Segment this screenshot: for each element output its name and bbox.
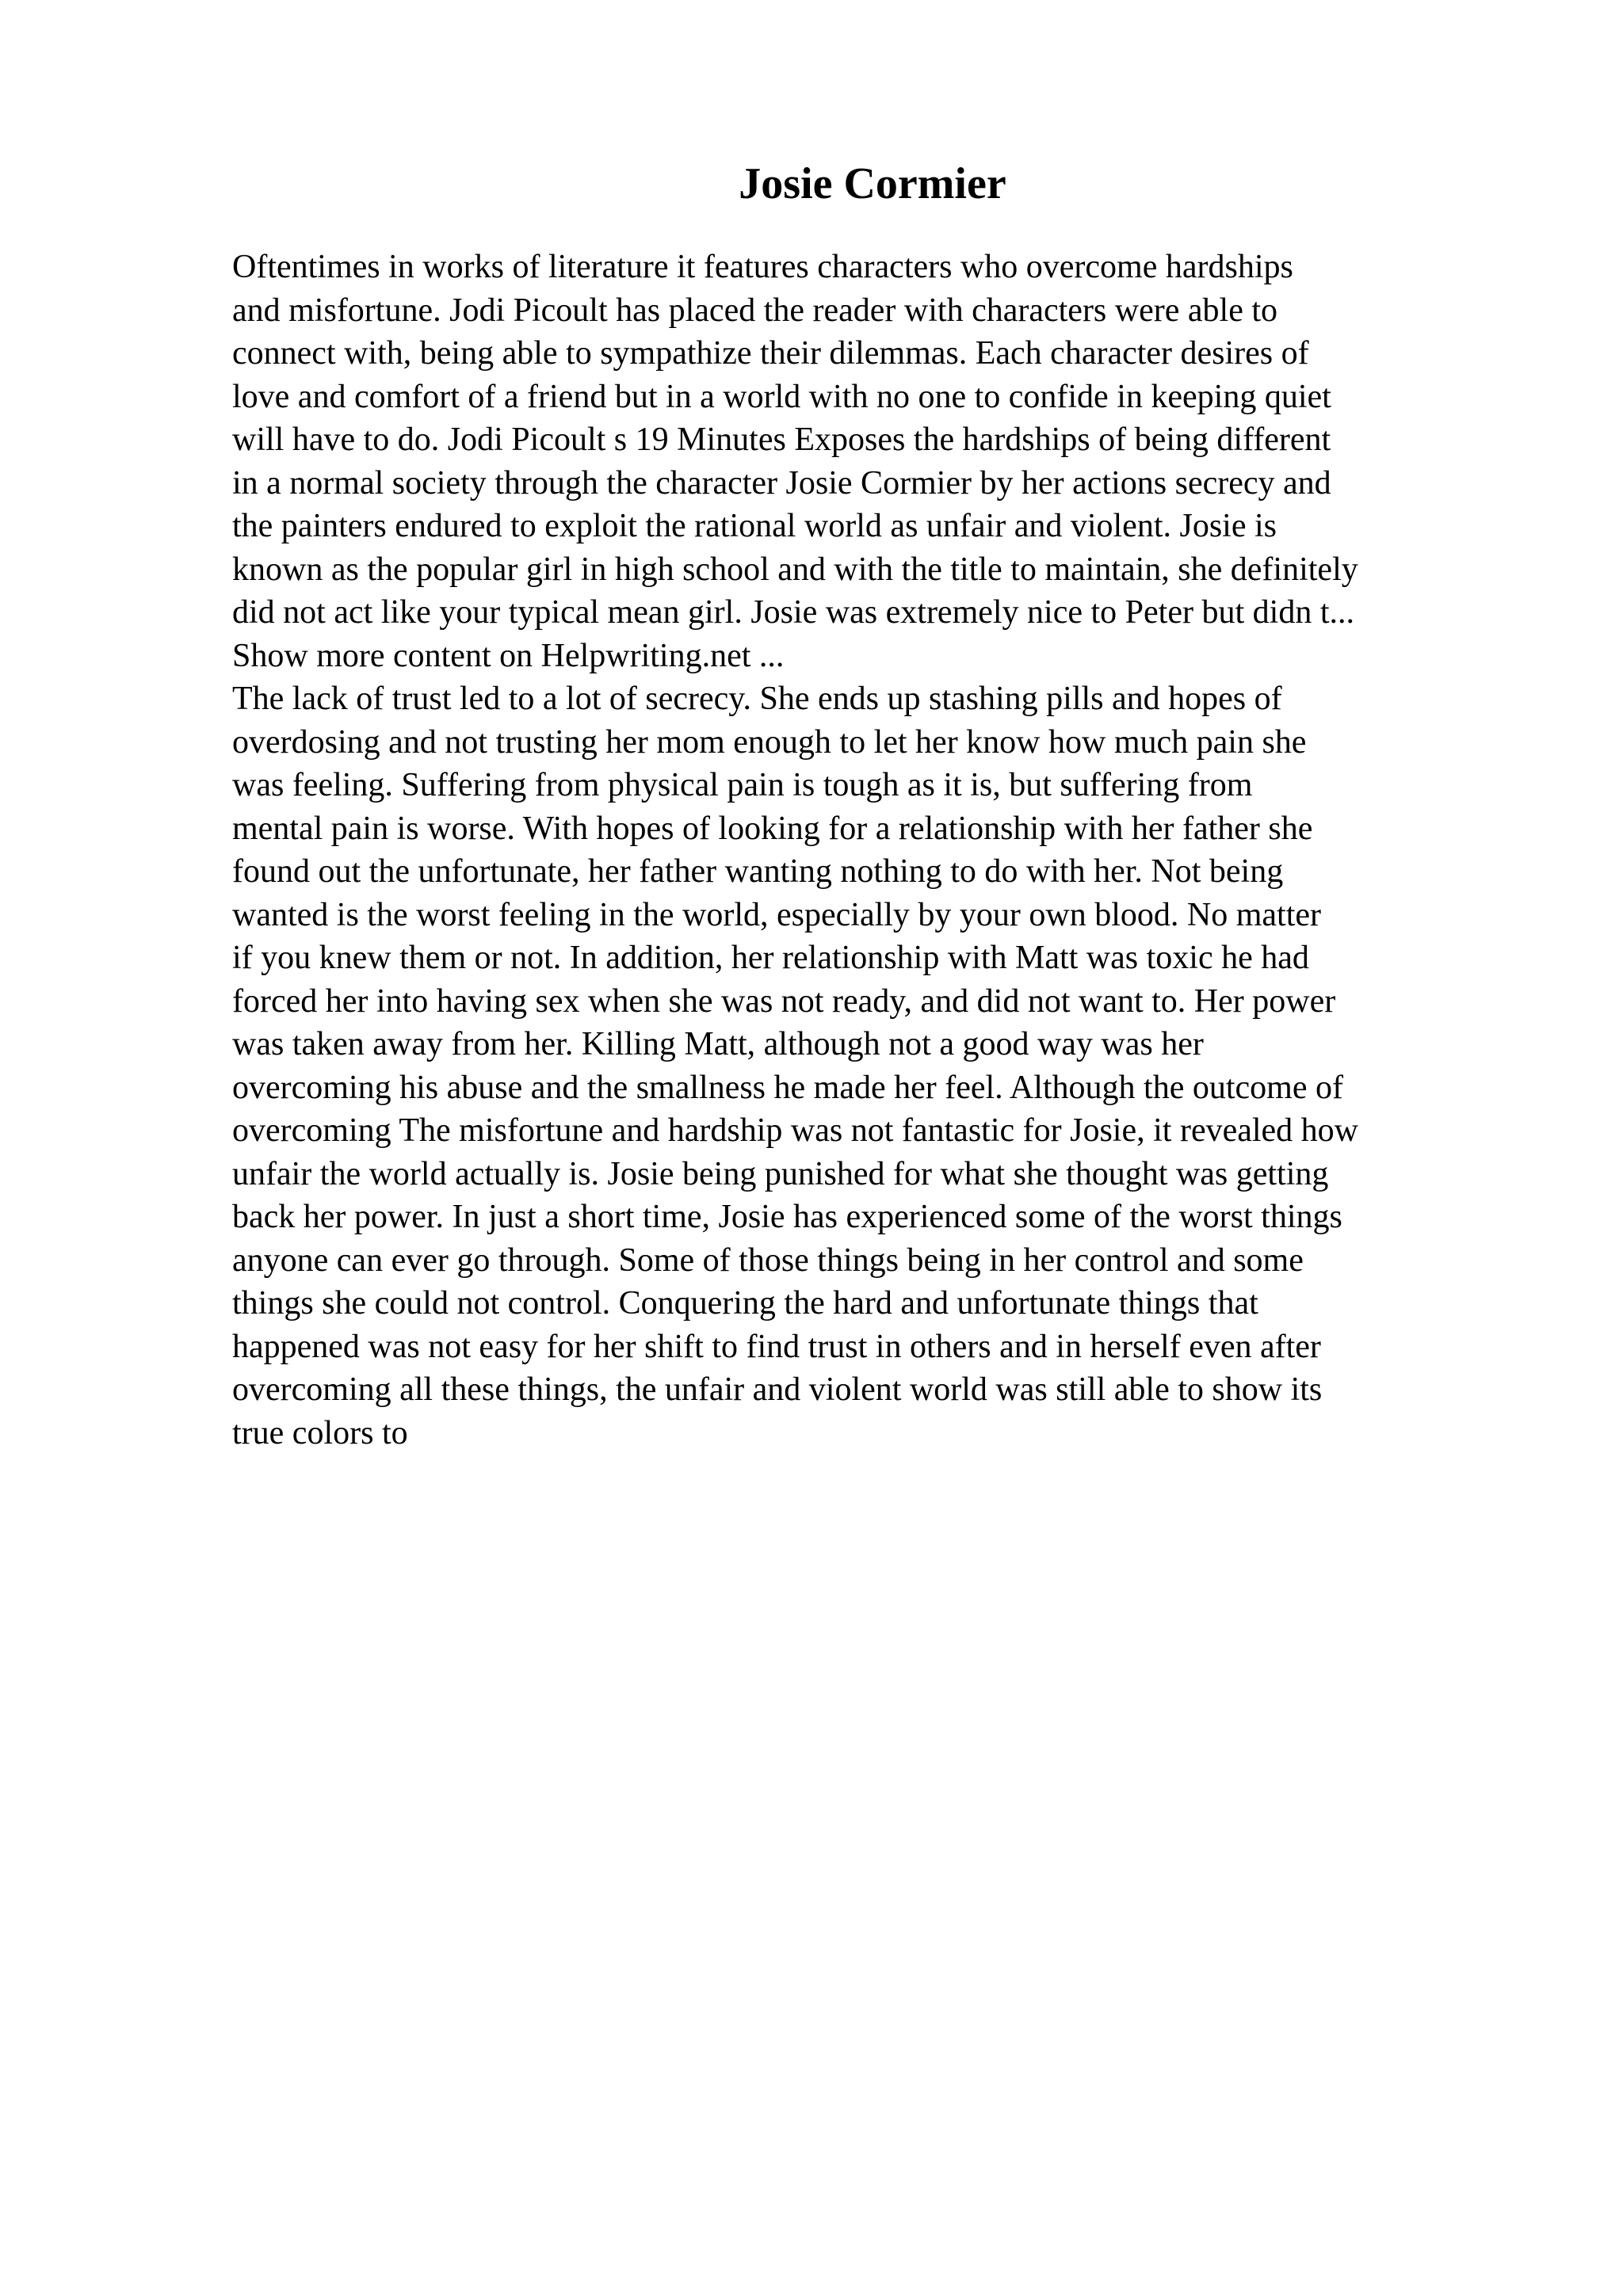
- text-line: back her power. In just a short time, Josie has experienced some of the worst things: [232, 1199, 1342, 1235]
- text-line: was feeling. Suffering from physical pain is tough as it is, but suffering from: [232, 767, 1253, 803]
- text-line: The lack of trust led to a lot of secrecy. She ends up stashing pills and hopes of: [232, 681, 1282, 717]
- text-line: if you knew them or not. In addition, her relationship with Matt was toxic he had: [232, 940, 1309, 976]
- text-line: the painters endured to exploit the rational world as unfair and violent. Josie is: [232, 508, 1277, 544]
- text-line: anyone can ever go through. Some of those things being in her control and some: [232, 1241, 1304, 1279]
- text-line: will have to do. Jodi Picoult s 19 Minutes Exposes the hardships of being different: [232, 421, 1331, 458]
- text-line: was taken away from her. Killing Matt, although not a good way was her: [232, 1026, 1204, 1062]
- text-line: known as the popular girl in high school and with the title to maintain, she definitely: [232, 551, 1358, 588]
- text-line: mental pain is worse. With hopes of looking for a relationship with her father she: [232, 810, 1313, 847]
- text-line: Oftentimes in works of literature it features characters who overcome hardships: [232, 249, 1293, 285]
- text-line: true colors to: [232, 1414, 408, 1451]
- text-line: and misfortune. Jodi Picoult has placed the reader with characters were able to: [232, 292, 1278, 329]
- text-line: love and comfort of a friend but in a world with no one to confide in keeping quiet: [232, 378, 1331, 415]
- text-line: overdosing and not trusting her mom enough to let her know how much pain she: [232, 723, 1307, 761]
- text-line: did not act like your typical mean girl. Josie was extremely nice to Peter but didn t...: [232, 594, 1354, 631]
- text-line: in a normal society through the character Josie Cormier by her actions secrecy and: [232, 464, 1331, 502]
- text-line: overcoming his abuse and the smallness he made her feel. Although the outcome of: [232, 1069, 1343, 1106]
- document-title: Josie Cormier: [739, 159, 1006, 208]
- text-line: forced her into having sex when she was not ready, and did not want to. Her power: [232, 982, 1336, 1020]
- text-line: found out the unfortunate, her father wanting nothing to do with her. Not being: [232, 853, 1284, 890]
- show-more-link[interactable]: Show more content on Helpwriting.net ...: [232, 637, 785, 674]
- text-line: overcoming all these things, the unfair and violent world was still able to show its: [232, 1371, 1323, 1408]
- document-body: [232, 246, 1516, 1455]
- text-line: things she could not control. Conquering the hard and unfortunate things that: [232, 1285, 1258, 1322]
- text-line: happened was not easy for her shift to find trust in others and in herself even after: [232, 1328, 1321, 1365]
- text-line: overcoming The misfortune and hardship was not fantastic for Josie, it revealed how: [232, 1112, 1359, 1149]
- text-line: wanted is the worst feeling in the world, especially by your own blood. No matter: [232, 896, 1322, 933]
- text-line: connect with, being able to sympathize their dilemmas. Each character desires of: [232, 335, 1309, 372]
- text-line: unfair the world actually is. Josie being punished for what she thought was getting: [232, 1155, 1329, 1192]
